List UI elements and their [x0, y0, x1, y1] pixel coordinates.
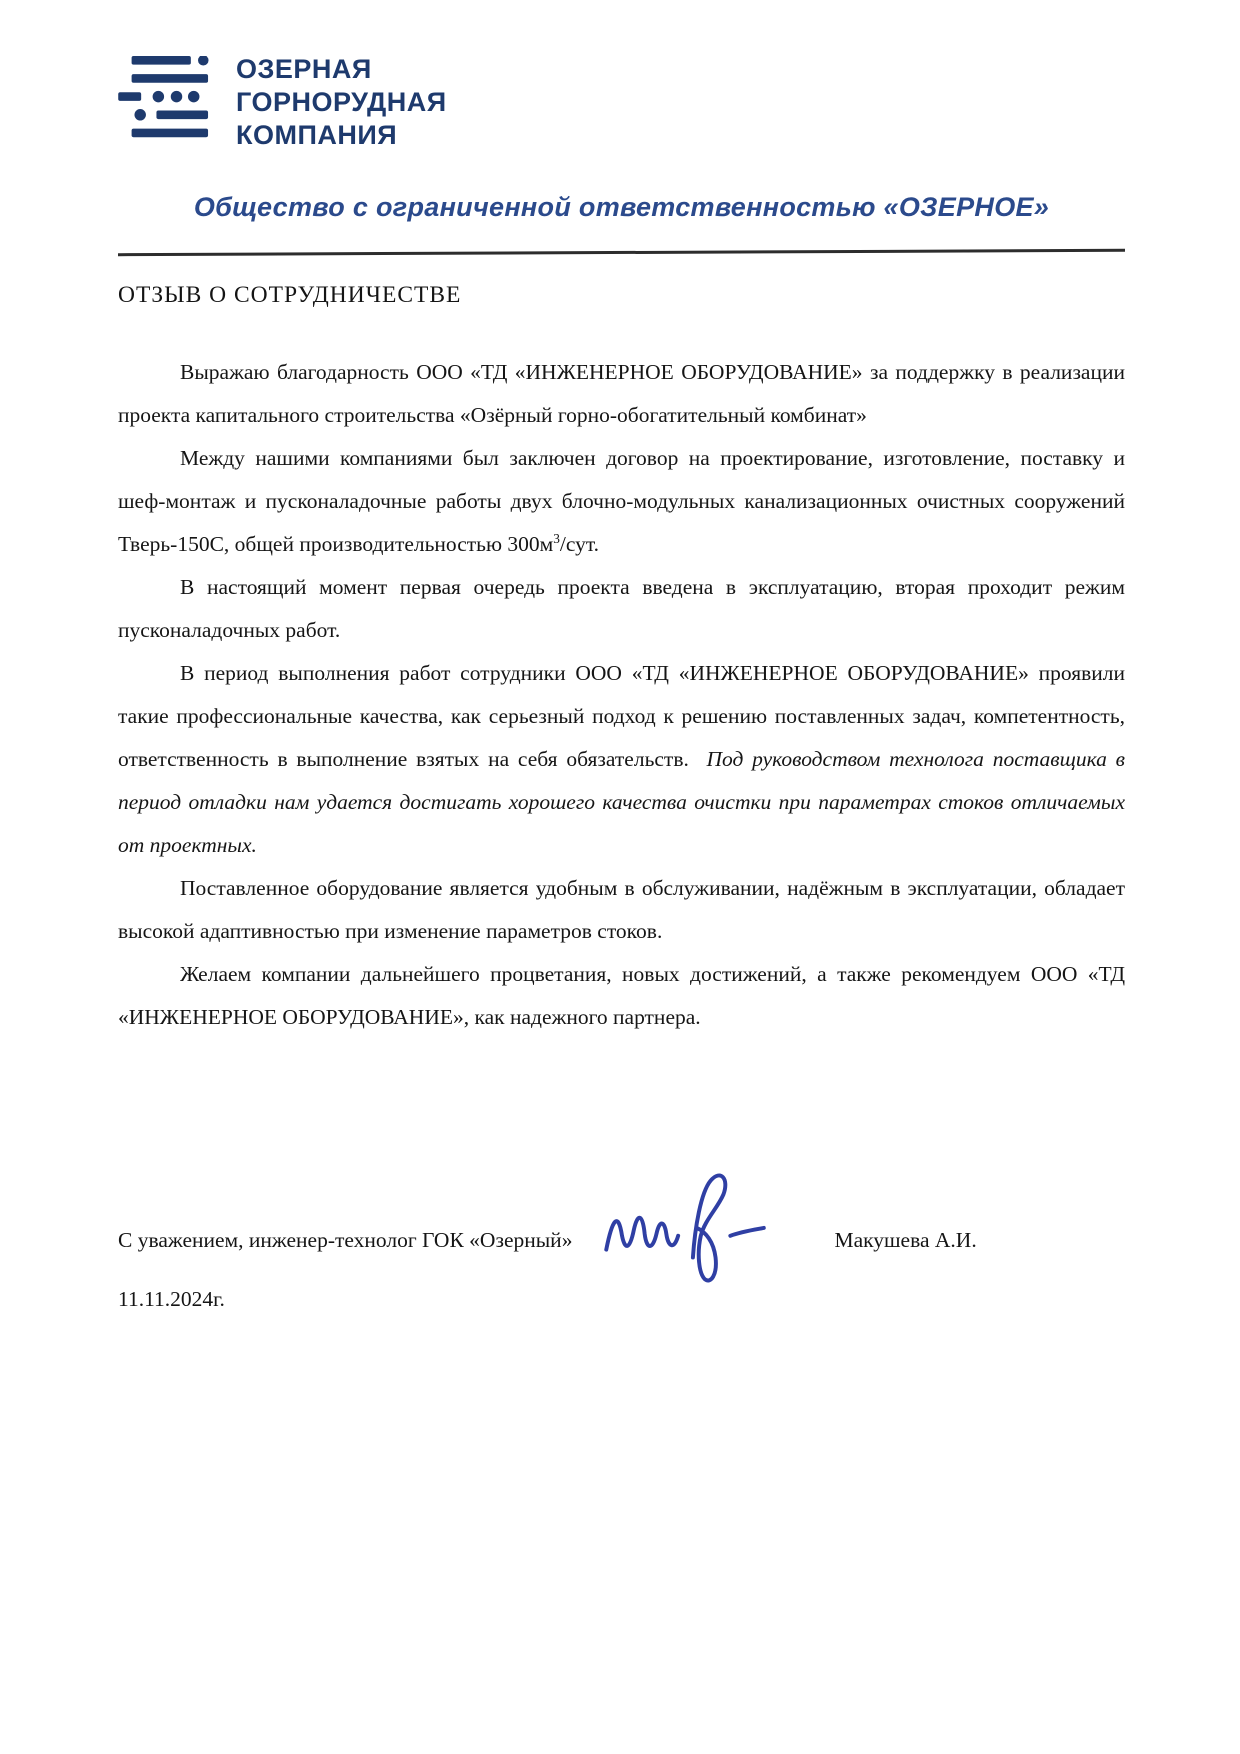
paragraph-5 — [118, 867, 1125, 953]
paragraph-4-text: В период выполнения работ сотрудники ООО «ТД «ИНЖЕНЕРНОЕ ОБОРУДОВАНИЕ» проявили такие профессиональные качества, как серьезный подход к решению поставленных задач, компетентность, ответственность в выполнение взятых на себя обязательств. — [118, 661, 1125, 771]
logo-line-1: ОЗЕРНАЯ — [236, 54, 372, 84]
logo-line-3: КОМПАНИЯ — [236, 120, 398, 150]
paragraph-1 — [118, 351, 1125, 437]
company-logo-icon — [118, 56, 214, 147]
paragraph-3 — [118, 566, 1125, 652]
letter-body — [118, 351, 1125, 1039]
paragraph-2 — [118, 437, 1125, 566]
logo-line-2: ГОРНОРУДНАЯ — [236, 87, 447, 117]
date: 11.11.2024г. — [118, 1287, 225, 1311]
paragraph-4 — [118, 652, 1125, 867]
paragraph-2-tail: /сут. — [559, 532, 600, 556]
superscript-3: 3 — [553, 530, 560, 546]
paragraph-4-italic-text: Под руководством технолога поставщика в период отладки нам удается достигать хорошего качества очистки при параметрах стоков отличаемых от проектных. — [118, 747, 1126, 857]
paragraph-2-text: Между нашими компаниями был заключен договор на проектирование, изготовление, поставку и шеф-монтаж и пусконаладочные работы двух блочно-модульных канализационных очистных сооружений Тверь-150С, общей производительностью 300м — [118, 446, 1125, 556]
paragraph-6-text: Желаем компании дальнейшего процветания, новых достижений, а также рекомендуем ООО «ТД «ИНЖЕНЕРНОЕ ОБОРУДОВАНИЕ», как надежного партнера. — [118, 962, 1125, 1029]
company-logo — [118, 52, 1125, 152]
paragraph-5-text: Поставленное оборудование является удобным в обслуживании, надёжным в эксплуатации, обладает высокой адаптивностью при изменение параметров стоков. — [118, 876, 1125, 943]
document-heading: ОТЗЫВ О СОТРУДНИЧЕСТВЕ — [118, 282, 462, 308]
paragraph-3-text: В настоящий момент первая очередь проекта введена в эксплуатацию, вторая проходит режим пусконаладочных работ. — [118, 575, 1125, 642]
handwritten-signature-icon — [598, 1159, 776, 1293]
signature-block — [118, 1187, 1125, 1293]
closing-text: С уважением, инженер-технолог ГОК «Озерный» — [118, 1227, 573, 1252]
paragraph-1-text: Выражаю благодарность ООО «ТД «ИНЖЕНЕРНОЕ ОБОРУДОВАНИЕ» за поддержку в реализации проекта капитального строительства «Озёрный горно-обогатительный комбинат» — [118, 360, 1125, 427]
paragraph-6 — [118, 953, 1125, 1039]
company-logo-text — [236, 52, 447, 152]
signatory-name: Макушева А.И. — [834, 1227, 977, 1252]
company-title: Общество с ограниченной ответственностью «ОЗЕРНОЕ» — [193, 192, 1050, 222]
header-divider — [118, 249, 1125, 256]
